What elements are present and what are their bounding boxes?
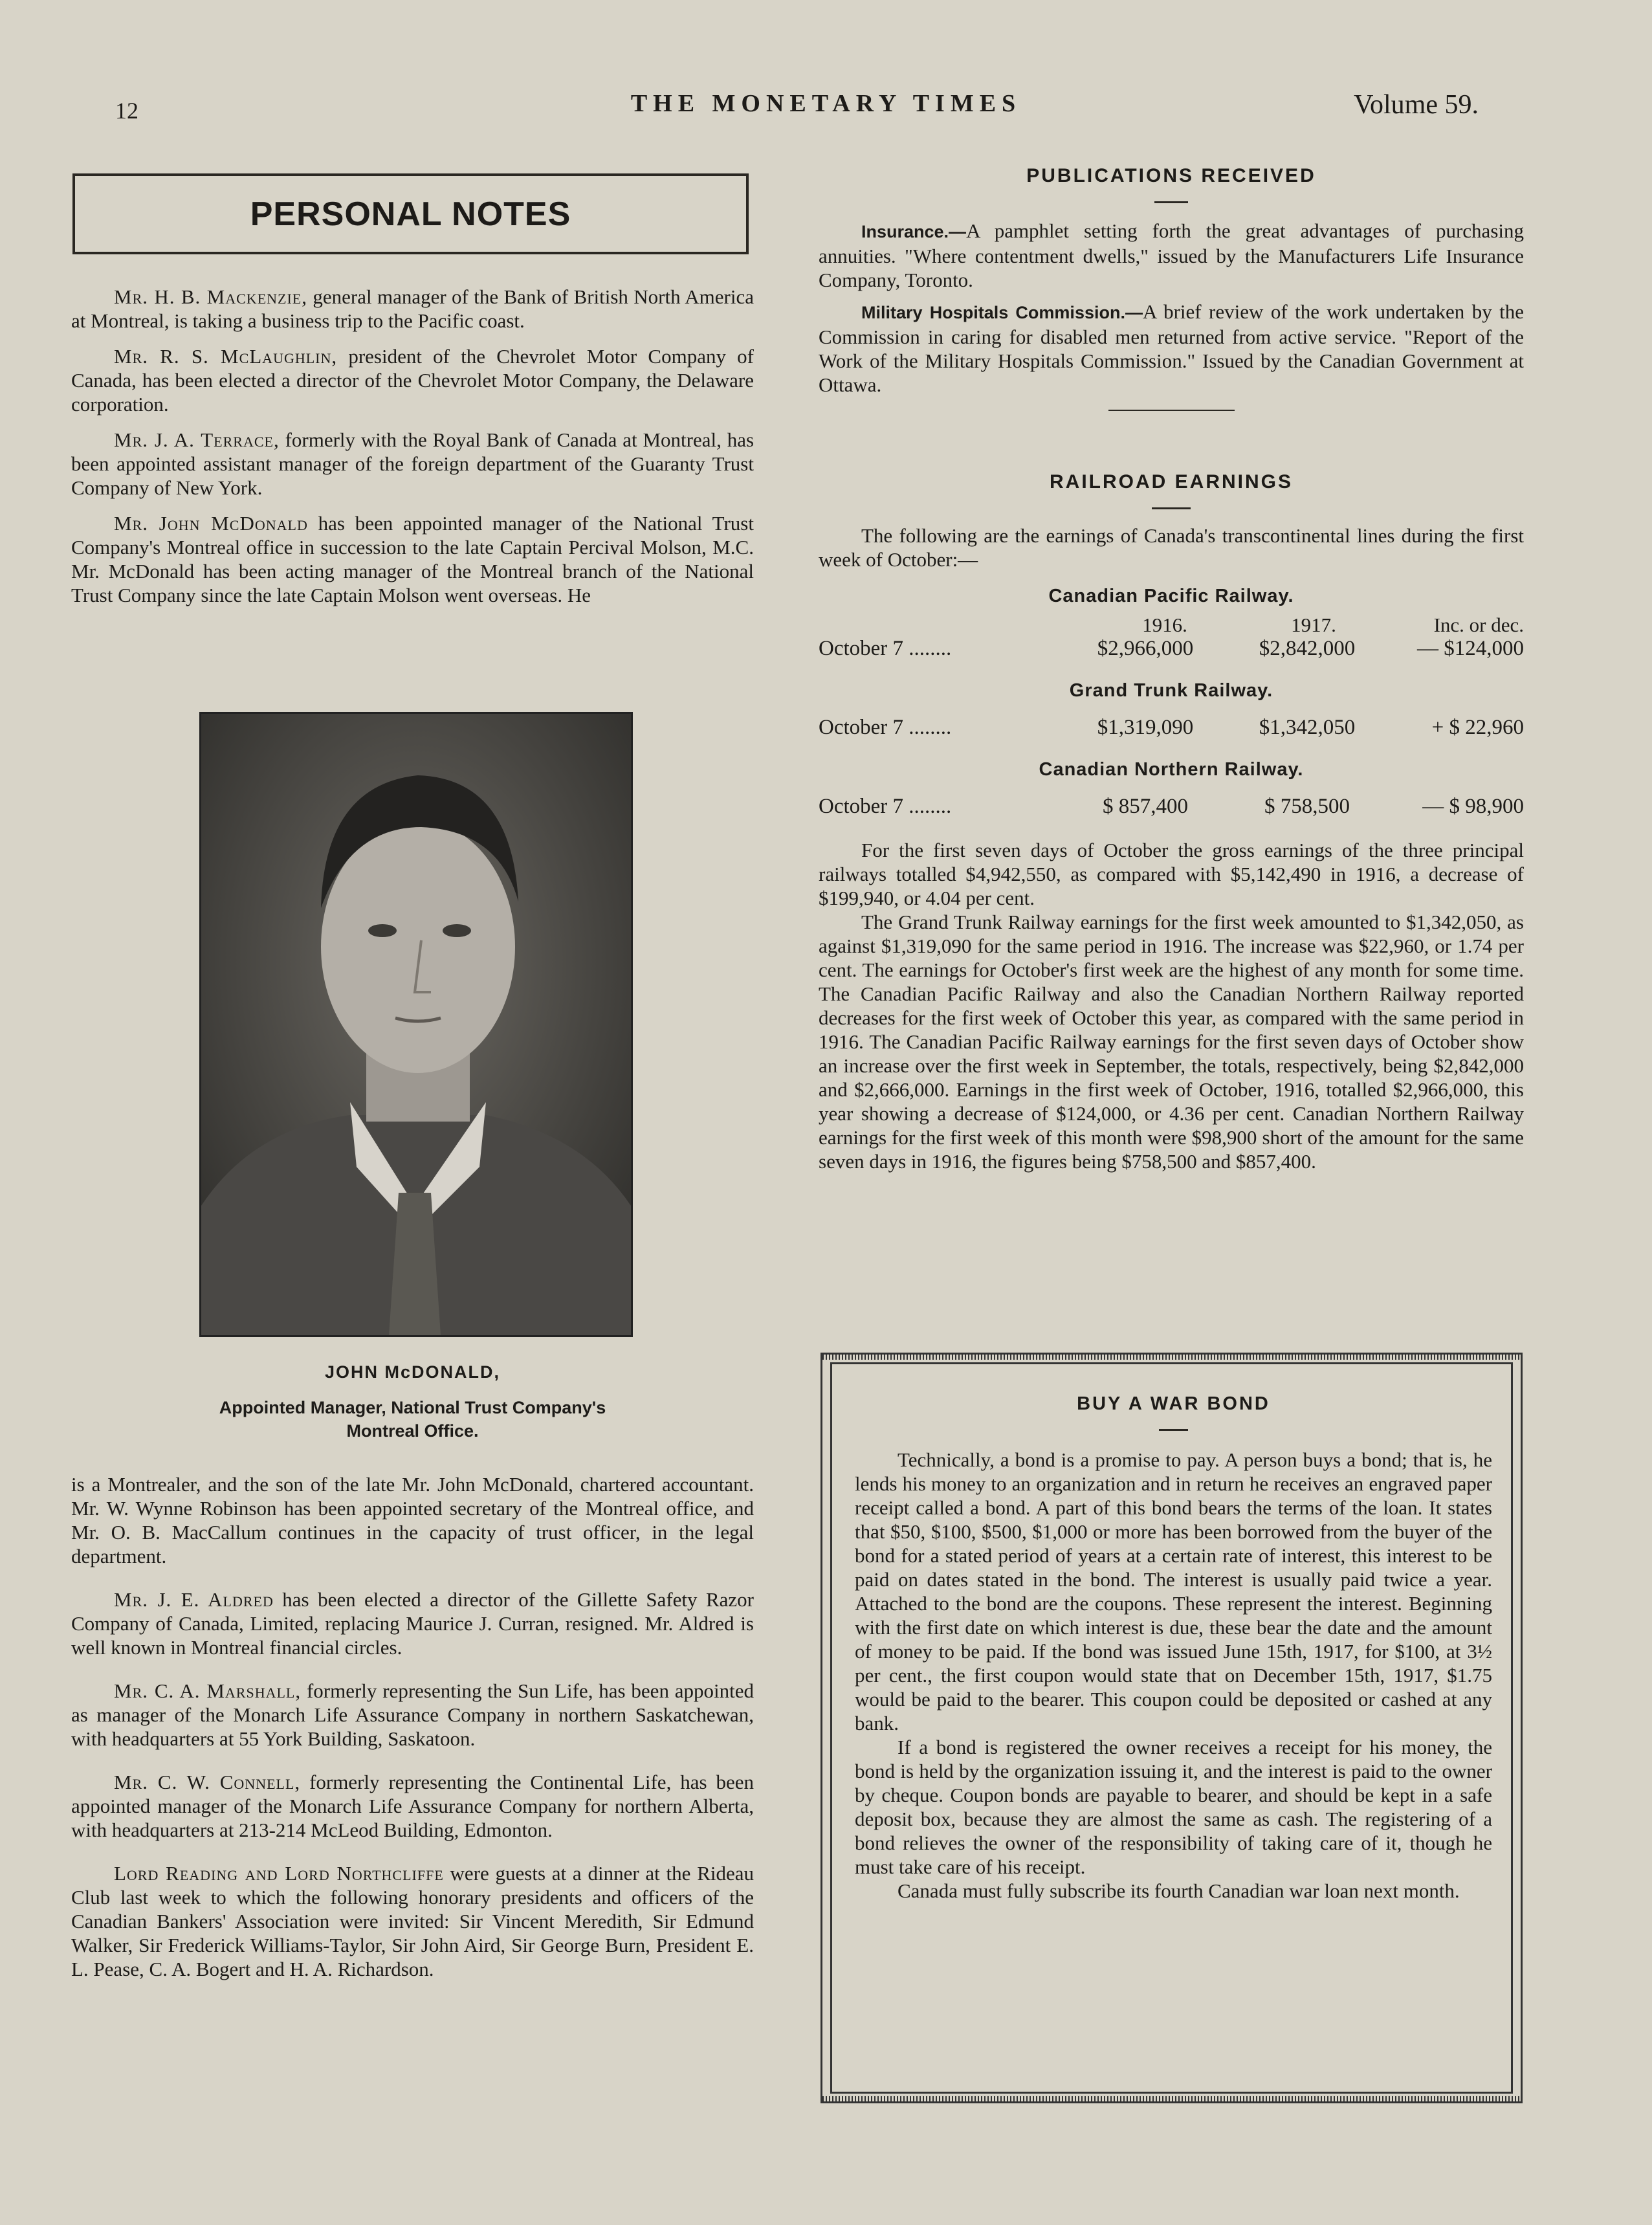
photo-caption-name: JOHN McDONALD, <box>324 1362 500 1382</box>
title-rule <box>1154 201 1188 203</box>
section-divider <box>1108 410 1235 411</box>
note-text: were guests at a dinner at the Rideau Club last week to which the following honorary presidents and officers of the Canadian Bankers' Association were invited: Sir Vincent Meredith, Sir Edmund Walker, Sir Frederick Williams-Taylor, Sir John Aird, Sir George Burn, President E. L. Pease, C. A. Bogert and H. A. Richardson. <box>71 1862 754 1980</box>
col-change: Inc. or dec. <box>1433 614 1524 636</box>
col-1916: 1916. <box>1142 614 1187 636</box>
earnings-1917: $ 758,500 <box>1264 795 1350 818</box>
note-text: president of the Chevrolet Motor Company of Canada, has been elected a director of the Chevrolet Motor Company, the Delaware corporation. <box>71 345 754 415</box>
note-name: Mr. R. S. McLaughlin, <box>114 345 338 368</box>
war-bond-title: BUY A WAR BOND <box>1077 1393 1270 1414</box>
note-item <box>71 285 754 333</box>
page-number: 12 <box>115 98 138 124</box>
publication-text: A pamphlet setting forth the great advantages of purchasing annuities. "Where contentment dwells," issued by the Manufacturers Life Insurance Company, Toronto. <box>819 219 1524 291</box>
earnings-change: — $124,000 <box>1417 637 1524 660</box>
note-text: general manager of the Bank of British North America at Montreal, is taking a business trip to the Pacific coast. <box>71 285 754 332</box>
earnings-1917: $1,342,050 <box>1259 716 1356 739</box>
masthead: THE MONETARY TIMES <box>630 90 1022 117</box>
note-text: formerly with the Royal Bank of Canada at Montreal, has been appointed assistant manager of the foreign department of the Guaranty Trust Company of New York. <box>71 428 754 499</box>
war-bond-paragraph: Technically, a bond is a promise to pay. A person buys a bond; that is, he lends his money to an organization and in return he receives an engraved paper receipt called a bond. A part of this bond bears the terms of the loan. It states that $50, $100, $500, $1,000 or more has been borrowed from the buyer of the bond for a stated period of years at a certain rate of interest, this interest to be paid on dates stated in the bond. The interest is usually paid twice a year. Attached to the bond are the coupons. These represent the interest. Beginning with the first date on which interest is due, these bear the date and the amount of money to be paid. If the bond was issued June 15th, 1917, for $100, at 3½ per cent., the first coupon would state that on December 15th, 1917, $1.75 would be paid to the bearer. This coupon could be deposited or cashed at any bank. <box>855 1448 1492 1734</box>
note-name: Mr. H. B. Mackenzie, <box>114 285 307 308</box>
war-bond-content <box>855 1393 1492 1903</box>
note-text: has been appointed manager of the National Trust Company's Montreal office in succession to the late Captain Percival Molson, M.C. Mr. McDonald has been acting manager of the Montreal branch of the National Trust Company since the late Captain Molson went overseas. He <box>71 512 754 606</box>
personal-notes-title <box>72 173 749 254</box>
title-rule <box>1152 507 1191 509</box>
war-bond-paragraph: If a bond is registered the owner receives a receipt for his money, the bond is held by the organization issuing it, and the interest is paid to the owner by cheque. Coupon bonds are payable to bearer, and should be kept in a safe deposit box, because they are almost the same as cash. The registering of a bond relieves the owner of the responsibility of taking care of it, though he must take care of his receipt. <box>855 1736 1492 1878</box>
earnings-row <box>819 795 1524 819</box>
col-1917: 1917. <box>1291 614 1336 636</box>
war-bond-box <box>820 1353 1523 2103</box>
earnings-label: October 7 ........ <box>819 637 952 660</box>
note-item <box>71 1770 754 1842</box>
railroad-intro: The following are the earnings of Canada's transcontinental lines during the first week of October:— <box>819 524 1524 571</box>
earnings-change: + $ 22,960 <box>1431 716 1524 739</box>
note-item <box>71 1679 754 1751</box>
earnings-1917: $2,842,000 <box>1259 637 1356 660</box>
note-name: Mr. J. E. Aldred <box>114 1588 274 1611</box>
railway-name: Grand Trunk Railway. <box>1069 680 1273 701</box>
note-item <box>71 428 754 500</box>
publication-lead: Military Hospitals Commission.— <box>861 303 1143 322</box>
personal-notes-continued <box>71 1472 754 1981</box>
portrait-illustration <box>201 714 631 1335</box>
personal-notes-list <box>71 285 754 607</box>
railroad-title: RAILROAD EARNINGS <box>1049 471 1293 493</box>
publications-section <box>819 165 1524 411</box>
publication-item <box>819 300 1524 397</box>
box-border-top <box>822 1355 1521 1360</box>
railway-name: Canadian Northern Railway. <box>1039 759 1304 780</box>
earnings-1916: $ 857,400 <box>1103 795 1188 818</box>
railroad-section <box>819 471 1524 1173</box>
personal-notes-title-text: PERSONAL NOTES <box>250 195 571 233</box>
title-rule <box>1159 1429 1188 1431</box>
photo-caption-line1: Appointed Manager, National Trust Company's <box>219 1398 606 1417</box>
note-name: Mr. C. W. Connell, <box>114 1771 301 1793</box>
publication-lead: Insurance.— <box>861 222 967 241</box>
publication-item <box>819 219 1524 292</box>
note-name: Mr. John McDonald <box>114 512 308 535</box>
continued-text: is a Montrealer, and the son of the late Mr. John McDonald, chartered accountant. Mr. W. Wynne Robinson has been appointed secretary of the Montreal office, and Mr. O. B. MacCallum continues in the capacity of trust officer, in the legal department. <box>71 1473 754 1567</box>
box-border-bottom <box>822 2096 1521 2101</box>
earnings-change: — $ 98,900 <box>1422 795 1524 818</box>
note-item <box>71 1588 754 1659</box>
earnings-row <box>819 716 1524 740</box>
volume-label: Volume 59. <box>1354 90 1479 120</box>
railroad-paragraph: For the first seven days of October the gross earnings of the three principal railways totalled $4,942,550, as compared with $5,142,490 in 1916, a decrease of $199,940, or 4.04 per cent. <box>819 839 1524 909</box>
earnings-1916: $1,319,090 <box>1097 716 1194 739</box>
note-text: has been elected a director of the Gillette Safety Razor Company of Canada, Limited, replacing Maurice J. Curran, resigned. Mr. Aldred is well known in Montreal financial circles. <box>71 1588 754 1659</box>
note-name: Lord Reading and Lord Northcliffe <box>114 1862 444 1885</box>
note-name: Mr. C. A. Marshall, <box>114 1679 302 1702</box>
note-item <box>71 344 754 416</box>
publications-title: PUBLICATIONS RECEIVED <box>1026 165 1316 186</box>
railroad-paragraph: The Grand Trunk Railway earnings for the first week amounted to $1,342,050, as against $1,319,090 for the same period in 1916. The increase was $22,960, or 1.74 per cent. The earnings for October's first week are the highest of any month for some time. The Canadian Pacific Railway and also the Canadian Northern Railway reported decreases for the first week of October this year, as compared with the same period in 1916. The Canadian Pacific Railway earnings for the first seven days of October show an increase over the first week in September, the totals, respectively, being $2,842,000 and $2,666,000. Earnings in the first week of October, 1916, totalled $2,966,000, this year showing a decrease of $124,000, or 4.36 per cent. Canadian Northern Railway earnings for the first week of this month were $98,900 short of the amount for the same seven days in 1916, the figures being $758,500 and $857,400. <box>819 911 1524 1173</box>
portrait-photo <box>199 712 633 1337</box>
war-bond-paragraph: Canada must fully subscribe its fourth Canadian war loan next month. <box>898 1879 1460 1902</box>
earnings-row <box>819 637 1524 661</box>
note-text: formerly representing the Continental Life, has been appointed manager of the Monarch Life Assurance Company for northern Alberta, with headquarters at 213-214 McLeod Building, Edmonton. <box>71 1771 754 1841</box>
earnings-label: October 7 ........ <box>819 716 952 739</box>
publication-text: A brief review of the work undertaken by the Commission in caring for disabled men returned from active service. "Report of the Work of the Military Hospitals Commission." Issued by the Canadian Government at Ottawa. <box>819 300 1524 396</box>
earnings-column-headers <box>819 614 1524 637</box>
earnings-label: October 7 ........ <box>819 795 952 818</box>
railway-name: Canadian Pacific Railway. <box>1048 586 1294 606</box>
note-name: Mr. J. A. Terrace, <box>114 428 280 451</box>
photo-caption-line2: Montreal Office. <box>346 1421 479 1441</box>
note-text: formerly representing the Sun Life, has been appointed as manager of the Monarch Life Assurance Company in northern Saskatchewan, with headquarters at 55 York Building, Saskatoon. <box>71 1679 754 1750</box>
earnings-1916: $2,966,000 <box>1097 637 1194 660</box>
note-item <box>71 1861 754 1981</box>
note-item <box>71 511 754 607</box>
